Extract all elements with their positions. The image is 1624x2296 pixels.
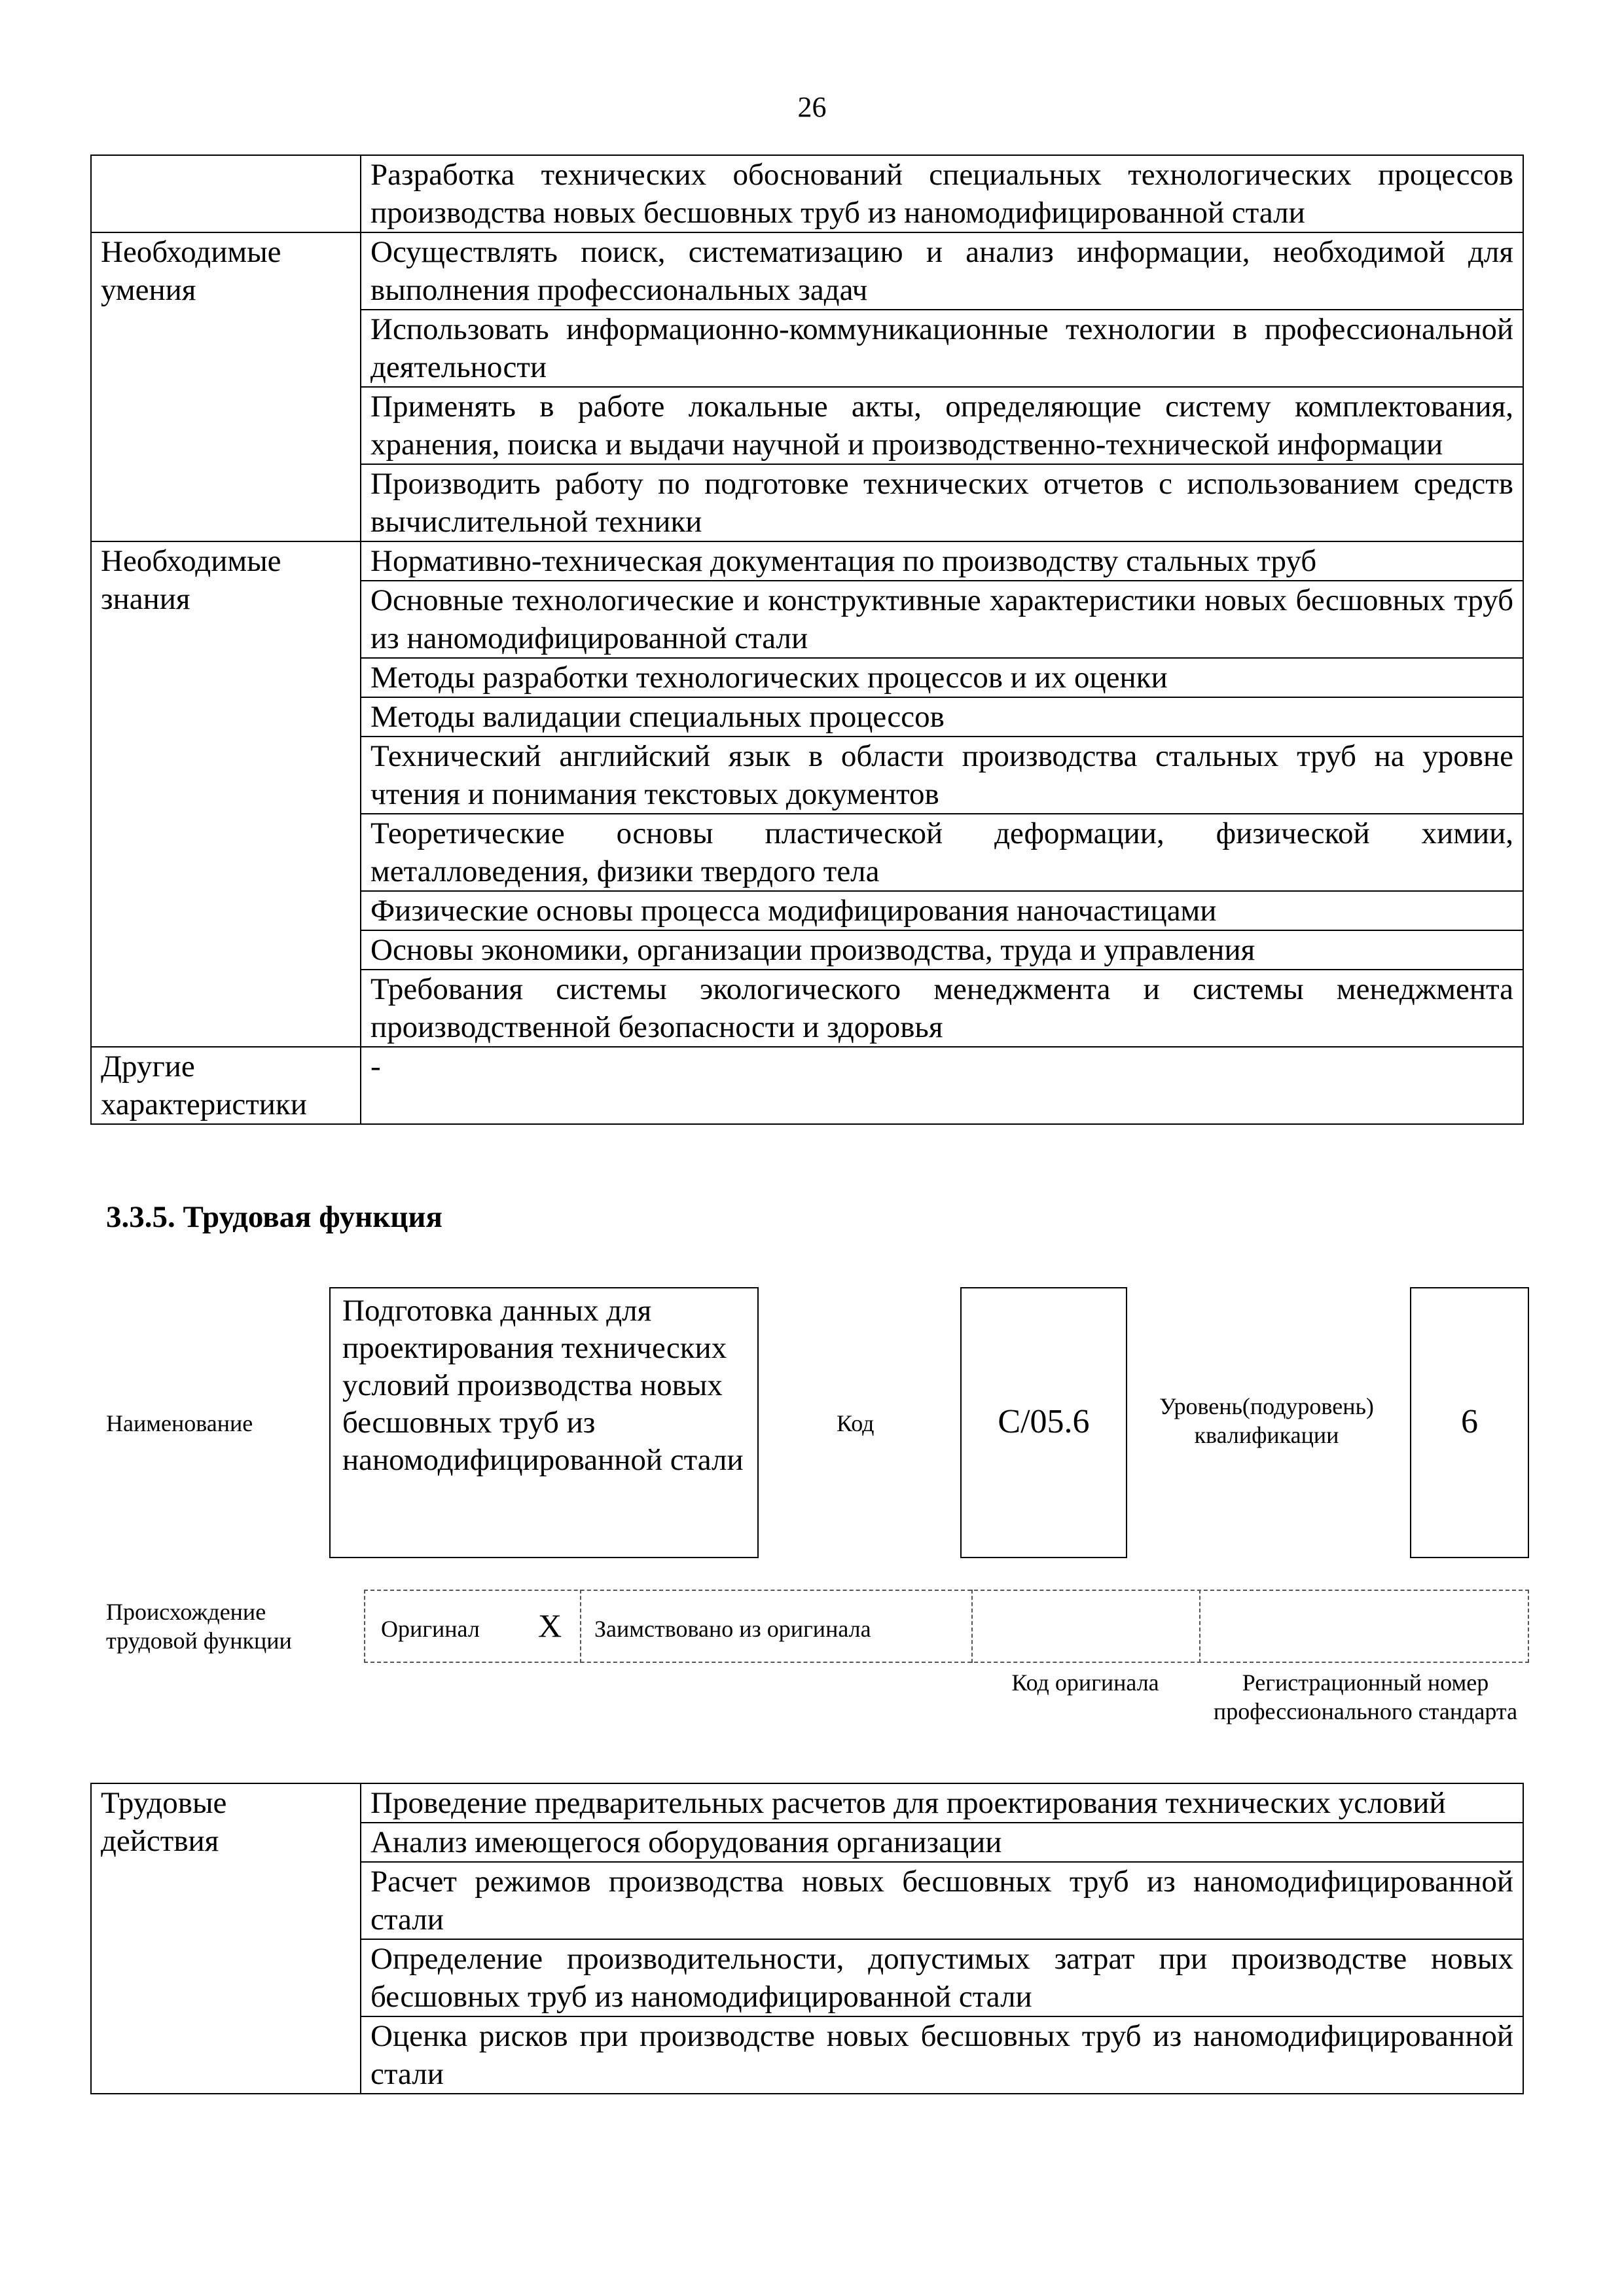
original-code-label: Код оригинала (1011, 1669, 1159, 1696)
table-cell: Основы экономики, организации производства, труда и управления (361, 930, 1523, 970)
code-label: Код (837, 1410, 875, 1436)
table-cell: Оценка рисков при производстве новых бесшовных труб из наномодифицированной стали (361, 2016, 1523, 2094)
function-name-box (329, 1287, 759, 1558)
table-cell: Использовать информационно-коммуникационные технологии в профессиональной деятельности (361, 310, 1523, 387)
origin-row-right-border (1528, 1590, 1529, 1663)
section-heading: 3.3.5. Трудовая функция (106, 1200, 442, 1234)
table-cell: Технический английский язык в области производства стальных труб на уровне чтения и понимания текстовых документов (361, 737, 1523, 814)
table-cell: Определение производительности, допустимых затрат при производстве новых бесшовных труб из наномодифицированной стали (361, 1939, 1523, 2016)
table-cell: Нормативно-техническая документация по производству стальных труб (361, 541, 1523, 581)
table-row (91, 155, 1523, 232)
table-cell: Основные технологические и конструктивные характеристики новых бесшовных труб из наномодифицированной стали (361, 581, 1523, 658)
row-label-empty (91, 155, 361, 232)
level-box (1410, 1287, 1529, 1558)
table-cell: Методы разработки технологических процессов и их оценки (361, 658, 1523, 697)
origin-divider-2 (971, 1590, 973, 1663)
origin-divider-3 (1199, 1590, 1200, 1663)
table-row (91, 1047, 1523, 1124)
row-label-actions: Трудовые действия (91, 1783, 361, 2094)
table-cell: Производить работу по подготовке технических отчетов с использованием средств вычислительной техники (361, 464, 1523, 541)
table-row (91, 232, 1523, 310)
skills-knowledge-table (90, 155, 1524, 1125)
labor-actions-table (90, 1783, 1524, 2094)
code-box (960, 1287, 1127, 1558)
code-value: C/05.6 (998, 1403, 1090, 1440)
level-value: 6 (1461, 1403, 1478, 1440)
origin-row-bottom-border (364, 1662, 1529, 1663)
origin-row-left-border (364, 1590, 365, 1663)
reg-number-label: Регистрационный номер профессионального стандарта (1213, 1669, 1518, 1724)
row-label-knowledge: Необходимые знания (91, 541, 361, 1047)
table-row (91, 541, 1523, 581)
row-label-other: Другие характеристики (91, 1047, 361, 1124)
table-cell: Методы валидации специальных процессов (361, 697, 1523, 737)
origin-divider-1 (580, 1590, 581, 1663)
table-cell: Физические основы процесса модифицирования наночастицами (361, 891, 1523, 930)
table-cell: Требования системы экологического менеджмента и системы менеджмента производственной безопасности и здоровья (361, 970, 1523, 1047)
table-cell: Проведение предварительных расчетов для проектирования технических условий (361, 1783, 1523, 1823)
table-cell: Разработка технических обоснований специальных технологических процессов производства новых бесшовных труб из наномодифицированной стали (361, 155, 1523, 232)
original-mark: X (538, 1607, 562, 1644)
table-cell: Применять в работе локальные акты, определяющие систему комплектования, хранения, поиска и выдачи научной и производственно-технической информации (361, 387, 1523, 464)
table-cell: - (361, 1047, 1523, 1124)
origin-label: Происхождение трудовой функции (106, 1599, 292, 1654)
name-label: Наименование (106, 1410, 253, 1436)
page-number: 26 (797, 91, 827, 123)
table-cell: Анализ имеющегося оборудования организации (361, 1823, 1523, 1862)
table-cell: Осуществлять поиск, систематизацию и анализ информации, необходимой для выполнения профессиональных задач (361, 232, 1523, 310)
table-row (91, 1783, 1523, 1823)
original-label: Оригинал (381, 1616, 480, 1642)
borrowed-label: Заимствовано из оригинала (594, 1616, 871, 1642)
level-label: Уровень(подуровень) квалификации (1159, 1393, 1374, 1448)
row-label-skills: Необходимые умения (91, 232, 361, 541)
table-cell: Расчет режимов производства новых бесшовных труб из наномодифицированной стали (361, 1862, 1523, 1939)
table-cell: Теоретические основы пластической деформации, физической химии, металловедения, физики твердого тела (361, 814, 1523, 891)
function-name: Подготовка данных для проектирования технических условий производства новых бесшовных труб из наномодифицированной стали (342, 1294, 744, 1477)
origin-row-top-border (364, 1590, 1529, 1591)
